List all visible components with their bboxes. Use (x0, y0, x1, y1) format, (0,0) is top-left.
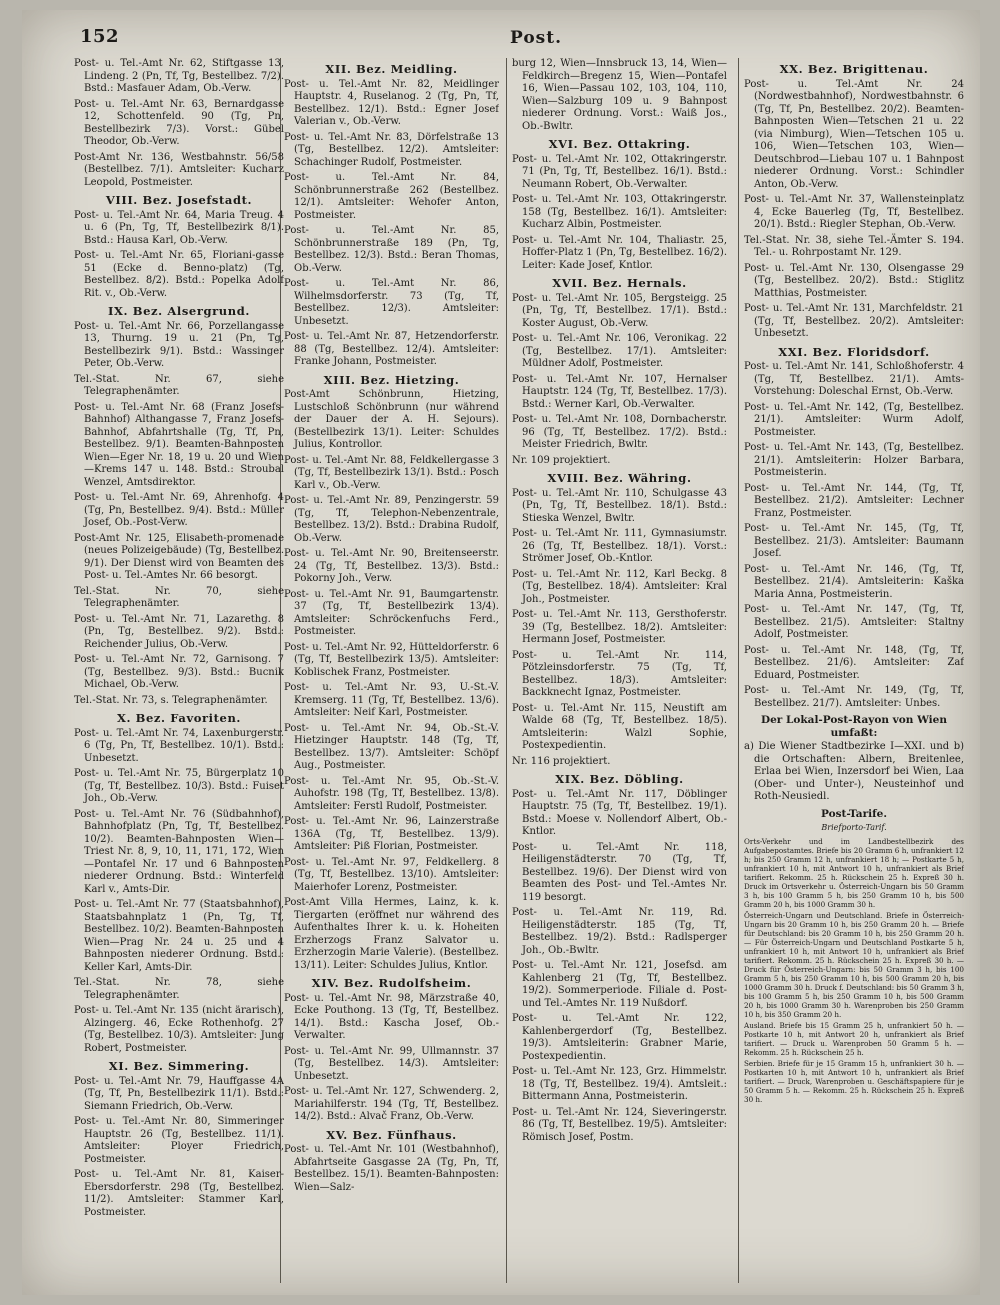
office-entry: Post- u. Tel.-Amt Nr. 71, Lazarethg. 8 (Pn, Tg, Bestellbez. 9/2). Bstd.: Reichender Julius, Ob.-Verw. (74, 613, 284, 650)
office-entry: Post- u. Tel.-Amt Nr. 112, Karl Beckg. 8 (Tg, Bestellbez. 18/4). Amtsleiter: Kral Joh., Postmeister. (512, 568, 727, 605)
running-title: Post. (510, 28, 563, 48)
office-entry: Post- u. Tel.-Amt Nr. 62, Stiftgasse 13, Lindeng. 2 (Pn, Tf, Tg, Bestellbez. 7/2). Bstd.: Masfauer Adam, Ob.-Verw. (74, 58, 284, 94)
office-entry: Post- u. Tel.-Amt Nr. 74, Laxenburgerstr. 6 (Tg, Pn, Tf, Bestellbez. 10/1). Bstd.: Unbesetzt. (74, 727, 284, 764)
office-entry: Post- u. Tel.-Amt Nr. 76 (Südbahnhof), Bahnhofplatz (Pn, Tg, Tf, Bestellbez. 10/2). Beamten-Bahnposten Wien—Triest Nr. 8, 9, 10, 11, 171, 172, Wien—Pontafel Nr. 17 und 6 Bahnposten niederer Ordnung. Bstd.: Winterfeld Karl v., Amts-Dir. (74, 808, 284, 895)
office-entry: Post- u. Tel.-Amt Nr. 68 (Franz Josefs-Bahnhof) Althangasse 7, Franz Josefs-Bahnhof, Abfahrtshalle (Tg, Tf, Pn, Bestellbez. 9/1). Beamten-Bahnposten Wien—Eger Nr. 18, 19 u. 20 und Wien—Krems 147 u. 148. Bstd.: Stroubal Wenzel, Amtsdirektor. (74, 401, 284, 488)
office-entry: Post- u. Tel.-Amt Nr. 130, Olsengasse 29 (Tg, Bestellbez. 20/2). Bstd.: Stiglitz Matthias, Postmeister. (744, 262, 964, 299)
office-entry: Post- u. Tel.-Amt Nr. 146, (Tg, Tf, Bestellbez. 21/4). Amtsleiterin: Kaška Maria Anna, Postmeisterin. (744, 563, 964, 600)
office-entry: a) Die Wiener Stadtbezirke I—XXI. und b) die Ortschaften: Albern, Breitenlee, Erlaa bei Wien, Inzersdorf bei Wien, Laa (Ober- und Unter-), Neusteinhof und Roth-Neusiedl. (744, 741, 964, 802)
district-heading: XIX. Bez. Döbling. (555, 772, 684, 786)
office-entry: Post- u. Tel.-Amt Nr. 98, Märzstraße 40, Ecke Pouthong. 13 (Tg, Tf, Bestellbez. 14/1). Bstd.: Kascha Josef, Ob.-Verwalter. (284, 992, 499, 1041)
district-heading: IX. Bez. Alsergrund. (108, 304, 250, 318)
office-entry: Post- u. Tel.-Amt Nr. 118, Heiligenstädterstr. 70 (Tg, Tf, Bestellbez. 19/6). Der Dienst wird von Beamten des Post- und Tel.-Amtes Nr. 119 besorgt. (512, 841, 727, 903)
office-entry: Post- u. Tel.-Amt Nr. 141, Schloßhoferstr. 4 (Tg, Tf, Bestellbez. 21/1). Amts-Vorstehung: Doleschal Ernst, Ob.-Verw. (744, 361, 964, 397)
office-entry: Tel.-Stat. Nr. 38, siehe Tel.-Ämter S. 194. Tel.- u. Rohrpostamt Nr. 129. (744, 234, 964, 258)
office-entry: Post- u. Tel.-Amt Nr. 123, Grz. Himmelstr. 18 (Tg, Tf, Bestellbez. 19/4). Amtsleit.: Bittermann Anna, Postmeisterin. (512, 1066, 727, 1102)
district-heading: XI. Bez. Simmering. (108, 1059, 250, 1073)
text-column-4 (744, 58, 964, 1286)
column-divider (506, 58, 507, 1283)
district-heading: XX. Bez. Brigittenau. (779, 62, 929, 76)
page-number: 152 (80, 26, 120, 47)
office-entry: burg 12, Wien—Innsbruck 13, 14, Wien—Feldkirch—Bregenz 15, Wien—Pontafel 16, Wien—Passau 102, 103, 104, 110, Wien—Salzburg 109 u. 9 Bahnpost niederer Ordnung. Vorst.: Waiß Jos., Ob.-Bwltr. (512, 58, 727, 132)
office-entry: Post-Amt Schönbrunn, Hietzing, Lustschloß Schönbrunn (nur während der Dauer der A. H. Sejours). (Bestellbezirk 13/1). Leiter: Schuldes Julius, Kontrollor. (284, 389, 499, 450)
office-entry: Post- u. Tel.-Amt Nr. 92, Hütteldorferstr. 6 (Tg, Tf, Bestellbezirk 13/5). Amtsleiter: Koblischek Franz, Postmeister. (284, 641, 499, 678)
office-entry: Nr. 116 projektiert. (512, 755, 611, 767)
office-entry: Post- u. Tel.-Amt Nr. 81, Kaiser-Ebersdorferstr. 298 (Tg, Bestellbez. 11/2). Amtsleiter: Stammer Karl, Postmeister. (74, 1169, 284, 1218)
office-entry: Post-Amt Nr. 136, Westbahnstr. 56/58 (Bestellbez. 7/1). Amtsleiter: Kucharz Leopold, Postmeister. (74, 151, 284, 188)
district-heading: XV. Bez. Fünfhaus. (326, 1127, 457, 1142)
office-entry: Post- u. Tel.-Amt Nr. 121, Josefsd. am Kahlenberg 21 (Tg, Tf, Bestellbez. 19/2). Sommerperiode. Filiale d. Post- und Tel.-Amtes Nr. 119 Nußdorf. (512, 960, 727, 1009)
office-entry: Post- u. Tel.-Amt Nr. 24 (Nordwestbahnhof), Nordwestbahnstr. 6 (Tg, Tf, Pn, Bestellbez. 20/2). Beamten-Bahnposten Wien—Tetschen 21 u. 22 (via Nimburg), Wien—Tetschen 105 u. 106, Wien—Tetschen 103, Wien—Deutschbrod—Liebau 107 u. 1 Bahnpost niederer Ordnung. Vorst.: Schindler Anton, Ob.-Verw. (744, 78, 964, 190)
district-heading: VIII. Bez. Josefstadt. (105, 193, 253, 207)
office-entry: Post- u. Tel.-Amt Nr. 82, Meidlinger Hauptstr. 4, Ruselanog. 2 (Tg, Pn, Tf, Bestellbez. 12/1). Bstd.: Egner Josef Valerian v., Ob.-Verw. (284, 78, 499, 127)
office-entry: Tel.-Stat. Nr. 73, s. Telegraphenämter. (74, 694, 268, 706)
office-entry: Post- u. Tel.-Amt Nr. 142, (Tg, Bestellbez. 21/1). Amtsleiter: Wurm Adolf, Postmeister. (744, 401, 964, 438)
office-entry: Post- u. Tel.-Amt Nr. 119, Rd. Heiligenstädterstr. 185 (Tg, Tf, Bestellbez. 19/2). Bstd.: Radlsperger Joh., Ob.-Bwltr. (512, 907, 727, 956)
office-entry: Post- u. Tel.-Amt Nr. 106, Veronikag. 22 (Tg, Bestellbez. 17/1). Amtsleiter: Müldner Adolf, Postmeister. (512, 333, 727, 369)
office-entry: Post- u. Tel.-Amt Nr. 124, Sieveringerstr. 86 (Tg, Tf, Bestellbez. 19/5). Amtsleiter: Römisch Josef, Postm. (512, 1106, 727, 1143)
office-entry: Post- u. Tel.-Amt Nr. 64, Maria Treug. 4 u. 6 (Pn, Tg, Tf, Bestellbezirk 8/1). Bstd.: Hausa Karl, Ob.-Verw. (74, 209, 284, 246)
district-heading: XVIII. Bez. Währing. (547, 471, 692, 485)
office-entry: Post- u. Tel.-Amt Nr. 69, Ahrenhofg. 4 (Tg, Pn, Bestellbez. 9/4). Bstd.: Müller Josef, Ob.-Post-Verw. (74, 492, 284, 528)
office-entry: Post- u. Tel.-Amt Nr. 101 (Westbahnhof), Abfahrtseite Gasgasse 2A (Tg, Pn, Tf, Bestellbez. 15/1). Beamten-Bahnposten: Wien—Salz- (284, 1144, 499, 1193)
minor-heading: Briefporto-Tarif. (821, 823, 887, 832)
office-entry: Post- u. Tel.-Amt Nr. 37, Wallensteinplatz 4, Ecke Bauerleg (Tg, Tf, Bestellbez. 20/1). Bstd.: Riegler Stephan, Ob.-Verw. (744, 194, 964, 230)
office-entry: Post- u. Tel.-Amt Nr. 113, Gersthoferstr. 39 (Tg, Bestellbez. 18/2). Amtsleiter: Hermann Josef, Postmeister. (512, 609, 727, 645)
office-entry: Post- u. Tel.-Amt Nr. 85, Schönbrunnerstraße 189 (Pn, Tg, Bestellbez. 12/3). Bstd.: Beran Thomas, Ob.-Verw. (284, 225, 499, 274)
office-entry: Post- u. Tel.-Amt Nr. 89, Penzingerstr. 59 (Tg, Tf, Telephon-Nebenzentrale, Bestellbez. 13/2). Bstd.: Drabina Rudolf, Ob.-Verw. (284, 495, 499, 544)
office-entry: Post- u. Tel.-Amt Nr. 90, Breitenseerstr. 24 (Tg, Tf, Bestellbez. 13/3). Bstd.: Pokorny Joh., Verw. (284, 548, 499, 584)
text-column-3 (512, 58, 727, 1286)
page-header (22, 10, 980, 50)
district-heading: XIII. Bez. Hietzing. (323, 372, 460, 387)
office-entry: Post- u. Tel.-Amt Nr. 72, Garnisong. 7 (Tg, Bestellbez. 9/3). Bstd.: Bucnik Michael, Ob.-Verw. (74, 654, 284, 690)
office-entry: Post- u. Tel.-Amt Nr. 96, Lainzerstraße 136A (Tg, Tf, Bestellbez. 13/9). Amtsleiter: Piß Florian, Postmeister. (284, 816, 499, 852)
office-entry: Post- u. Tel.-Amt Nr. 148, (Tg, Tf, Bestellbez. 21/6). Amtsleiter: Zaf Eduard, Postmeister. (744, 644, 964, 681)
tariff-paragraph: Österreich-Ungarn und Deutschland. Briefe in Österreich-Ungarn bis 20 Gramm 10 h, bis 250 Gramm 20 h. — Briefe für Deutschland: bis 20 Gramm 10 h, bis 250 Gramm 20 h. — Für Österreich-Ungarn und Deutschland Postkarte 5 h, unfrankiert 10 h, mit Antwort 10 h, unfrankiert als Brief tarifiert. Rekomm. 25 h. Rückschein 25 h. Expreß 30 h. — Druck für Österreich-Ungarn: bis 50 Gramm 3 h, bis 100 Gramm 5 h, bis 250 Gramm 10 h, bis 500 Gramm 20 h, bis 1000 Gramm 30 h. Druck f. Deutschland: bis 50 Gramm 3 h, bis 100 Gramm 5 h, bis 250 Gramm 10 h, bis 500 Gramm 20 h, bis 1000 Gramm 30 h. Warenproben bis 250 Gramm 10 h, bis 350 Gramm 20 h. (744, 910, 964, 1019)
office-entry: Post- u. Tel.-Amt Nr. 80, Simmeringer Hauptstr. 26 (Tg, Bestellbez. 11/1). Amtsleiter: Ployer Friedrich, Postmeister. (74, 1116, 284, 1165)
office-entry: Post- u. Tel.-Amt Nr. 79, Hauffgasse 4A (Tg, Tf, Pn, Bestellbezirk 11/1). Bstd.: Siemann Friedrich, Ob.-Verw. (74, 1075, 284, 1112)
office-entry: Post- u. Tel.-Amt Nr. 99, Ullmannstr. 37 (Tg, Bestellbez. 14/3). Amtsleiter: Unbesetzt. (284, 1045, 499, 1082)
office-entry: Tel.-Stat. Nr. 78, siehe Telegraphenämter. (74, 977, 284, 1001)
district-heading: XVII. Bez. Hernals. (552, 276, 687, 290)
office-entry: Post- u. Tel.-Amt Nr. 77 (Staatsbahnhof), Staatsbahnplatz 1 (Pn, Tg, Tf, Bestellbez. 10/2). Beamten-Bahnposten Wien—Prag Nr. 24 u. 25 und 4 Bahnposten niederer Ordnung. Bstd.: Keller Karl, Amts-Dir. (74, 899, 284, 973)
office-entry: Post- u. Tel.-Amt Nr. 84, Schönbrunnerstraße 262 (Bestellbez. 12/1). Amtsleiter: Wehofer Anton, Postmeister. (284, 172, 499, 221)
office-entry: Post- u. Tel.-Amt Nr. 105, Bergsteigg. 25 (Pn, Tg, Tf, Bestellbez. 17/1). Bstd.: Koster August, Ob.-Verw. (512, 292, 727, 329)
office-entry: Post- u. Tel.-Amt Nr. 95, Ob.-St.-V. Auhofstr. 198 (Tg, Tf, Bestellbez. 13/8). Amtsleiter: Ferstl Rudolf, Postmeister. (284, 775, 499, 812)
office-entry: Post- u. Tel.-Amt Nr. 93, U.-St.-V. Kremserg. 11 (Tg, Tf, Bestellbez. 13/6). Amtsleiter: Neif Karl, Postmeister. (284, 682, 499, 718)
office-entry: Nr. 109 projektiert. (512, 454, 611, 466)
office-entry: Post- u. Tel.-Amt Nr. 75, Bürgerplatz 10 (Tg, Tf, Bestellbez. 10/3). Bstd.: Fuiset Joh., Ob.-Verw. (74, 768, 284, 804)
office-entry: Post- u. Tel.-Amt Nr. 107, Hernalser Hauptstr. 124 (Tg, Tf, Bestellbez. 17/3). Bstd.: Werner Karl, Ob.-Verwalter. (512, 373, 727, 410)
office-entry: Post- u. Tel.-Amt Nr. 144, (Tg, Tf, Bestellbez. 21/2). Amtsleiter: Lechner Franz, Postmeister. (744, 482, 964, 519)
office-entry: Post- u. Tel.-Amt Nr. 108, Dornbacherstr. 96 (Tg, Tf, Bestellbez. 17/2). Bstd.: Meister Friedrich, Bwltr. (512, 414, 727, 450)
office-entry: Post- u. Tel.-Amt Nr. 102, Ottakringerstr. 71 (Pn, Tg, Tf, Bestellbez. 16/1). Bstd.: Neumann Robert, Ob.-Verwalter. (512, 153, 727, 190)
office-entry: Post-Amt Nr. 125, Elisabeth-promenade (neues Polizeigebäude) (Tg, Bestellbez. 9/1). Der Dienst wird von Beamten des Post- u. Tel.-Amtes Nr. 66 besorgt. (74, 532, 284, 581)
office-entry: Post- u. Tel.-Amt Nr. 131, Marchfeldstr. 21 (Tg, Tf, Bestellbez. 20/2). Amtsleiter: Unbesetzt. (744, 303, 964, 339)
office-entry: Tel.-Stat. Nr. 67, siehe Telegraphenämter. (74, 373, 284, 397)
subheading: Der Lokal-Post-Rayon von Wien umfaßt: (761, 714, 947, 739)
district-heading: XVI. Bez. Ottakring. (548, 137, 691, 151)
district-heading: XXI. Bez. Floridsdorf. (778, 344, 930, 359)
district-heading: XIV. Bez. Rudolfsheim. (311, 976, 472, 990)
district-heading: X. Bez. Favoriten. (116, 711, 242, 725)
tariff-paragraph: Orts-Verkehr und im Landbestellbezirk des Aufgabepostamtes. Briefe bis 20 Gramm 6 h, unfrankiert 12 h; bis 250 Gramm 12 h, unfrankiert 18 h; — Postkarte 5 h, unfrankiert 10 h, mit Antwort 10 h, unfrankiert als Brief tarifiert. Rekomm. 25 h. Rückschein 25 h. Expreß 30 h. Druck im Ortsverkehr u. Österreich-Ungarn bis 50 Gramm 3 h, bis 100 Gramm 5 h, bis 250 Gramm 10 h, bis 500 Gramm 20 h, bis 1000 Gramm 30 h. (744, 836, 964, 909)
office-entry: Tel.-Stat. Nr. 70, siehe Telegraphenämter. (74, 585, 284, 609)
tariff-paragraph: Ausland. Briefe bis 15 Gramm 25 h, unfrankiert 50 h. — Postkarte 10 h, mit Antwort 20 h, unfrankiert als Brief tarifiert. — Druck u. Warenproben 50 Gramm 5 h. — Rekomm. 25 h. Rückschein 25 h. (744, 1020, 964, 1057)
office-entry: Post- u. Tel.-Amt Nr. 135 (nicht ärarisch), Alzingerg. 46, Ecke Rothenhofg. 27 (Tg, Bestellbez. 10/3). Amtsleiter: Jung Robert, Postmeister. (74, 1005, 284, 1054)
office-entry: Post-Amt Villa Hermes, Lainz, k. k. Tiergarten (eröffnet nur während des Aufenthaltes Ihrer k. u. k. Hoheiten Erzherzogs Franz Salvator u. Erzherzogin Marie Valerie). (Bestellbez. 13/11). Leiter: Schuldes Julius, Kntlor. (284, 897, 499, 971)
office-entry: Post- u. Tel.-Amt Nr. 147, (Tg, Tf, Bestellbez. 21/5). Amtsleiter: Staltny Adolf, Postmeister. (744, 604, 964, 640)
text-column-2 (284, 58, 499, 1286)
subheading: Post-Tarife. (821, 807, 887, 820)
office-entry: Post- u. Tel.-Amt Nr. 117, Döblinger Hauptstr. 75 (Tg, Tf, Bestellbez. 19/1). Bstd.: Moese v. Nollendorf Albert, Ob.-Kntlor. (512, 788, 727, 837)
office-entry: Post- u. Tel.-Amt Nr. 63, Bernardgasse 12, Schottenfeld. 90 (Tg, Pn, Bestellbezirk 7/3). Vorst.: Gübel Theodor, Ob.-Verw. (74, 98, 284, 147)
district-heading: XII. Bez. Meidling. (325, 62, 458, 76)
office-entry: Post- u. Tel.-Amt Nr. 114, Pötzleinsdorferstr. 75 (Tg, Tf, Bestellbez. 18/3). Amtsleiter: Backknecht Ignaz, Postmeister. (512, 649, 727, 698)
office-entry: Post- u. Tel.-Amt Nr. 88, Feldkellergasse 3 (Tg, Tf, Bestellbezirk 13/1). Bstd.: Posch Karl v., Ob.-Verw. (284, 454, 499, 491)
office-entry: Post- u. Tel.-Amt Nr. 86, Wilhelmsdorferstr. 73 (Tg, Tf, Bestellbez. 12/3). Amtsleiter: Unbesetzt. (284, 278, 499, 327)
office-entry: Post- u. Tel.-Amt Nr. 65, Floriani-gasse 51 (Ecke d. Benno-platz) (Tg, Bestellbez. 8/2). Bstd.: Popelka Adolf Rit. v., Ob.-Verw. (74, 250, 284, 299)
book-page (22, 10, 980, 1295)
office-entry: Post- u. Tel.-Amt Nr. 127, Schwenderg. 2, Mariahilferstr. 194 (Tg, Tf, Bestellbez. 14/2). Bstd.: Alvač Franz, Ob.-Verw. (284, 1086, 499, 1122)
office-entry: Post- u. Tel.-Amt Nr. 103, Ottakringerstr. 158 (Tg, Bestellbez. 16/1). Amtsleiter: Kucharz Albin, Postmeister. (512, 194, 727, 230)
office-entry: Post- u. Tel.-Amt Nr. 110, Schulgasse 43 (Pn, Tg, Tf, Bestellbez. 18/1). Bstd.: Stieska Wenzel, Bwltr. (512, 487, 727, 524)
office-entry: Post- u. Tel.-Amt Nr. 91, Baumgartenstr. 37 (Tg, Tf, Bestellbezirk 13/4). Amtsleiter: Schröckenfuchs Ferd., Postmeister. (284, 588, 499, 637)
office-entry: Post- u. Tel.-Amt Nr. 87, Hetzendorferstr. 88 (Tg, Bestellbez. 12/4). Amtsleiter: Franke Johann, Postmeister. (284, 331, 499, 367)
office-entry: Post- u. Tel.-Amt Nr. 122, Kahlenbergerdorf (Tg, Bestellbez. 19/3). Amtsleiterin: Grabner Marie, Postexpedientin. (512, 1013, 727, 1062)
office-entry: Post- u. Tel.-Amt Nr. 143, (Tg, Bestellbez. 21/1). Amtsleiterin: Holzer Barbara, Postmeisterin. (744, 442, 964, 478)
office-entry: Post- u. Tel.-Amt Nr. 66, Porzellangasse 13, Thurng. 19 u. 21 (Pn, Tg, Bestellbezirk 9/1). Bstd.: Wassinger Peter, Ob.-Verw. (74, 320, 284, 369)
office-entry: Post- u. Tel.-Amt Nr. 149, (Tg, Tf, Bestellbez. 21/7). Amtsleiter: Unbes. (744, 685, 964, 709)
office-entry: Post- u. Tel.-Amt Nr. 145, (Tg, Tf, Bestellbez. 21/3). Amtsleiter: Baumann Josef. (744, 523, 964, 559)
office-entry: Post- u. Tel.-Amt Nr. 111, Gymnasiumstr. 26 (Tg, Tf, Bestellbez. 18/1). Vorst.: Strömer Josef, Ob.-Kntlor. (512, 528, 727, 564)
office-entry: Post- u. Tel.-Amt Nr. 97, Feldkellerg. 8 (Tg, Tf, Bestellbez. 13/10). Amtsleiter: Maierhofer Lorenz, Postmeister. (284, 856, 499, 893)
office-entry: Post- u. Tel.-Amt Nr. 83, Dörfelstraße 13 (Tg, Bestellbez. 12/2). Amtsleiter: Schachinger Rudolf, Postmeister. (284, 131, 499, 168)
text-column-1 (74, 58, 284, 1286)
office-entry: Post- u. Tel.-Amt Nr. 94, Ob.-St.-V. Hietzinger Hauptstr. 148 (Tg, Tf, Bestellbez. 13/7). Amtsleiter: Schöpf Aug., Postmeister. (284, 722, 499, 771)
tariff-paragraph: Serbien. Briefe für je 15 Gramm 15 h, unfrankiert 30 h. — Postkarten 10 h, mit Antwort 10 h, unfrankiert als Brief tarifiert. — Druck, Warenproben u. Geschäftspapiere für je 50 Gramm 5 h. — Rekomm. 25 h. Rückschein 25 h. Expreß 30 h. (744, 1058, 964, 1104)
column-divider (738, 58, 739, 1283)
office-entry: Post- u. Tel.-Amt Nr. 104, Thaliastr. 25, Hoffer-Platz 1 (Pn, Tg, Bestellbez. 16/2). Leiter: Kade Josef, Kntlor. (512, 234, 727, 271)
office-entry: Post- u. Tel.-Amt Nr. 115, Neustift am Walde 68 (Tg, Tf, Bestellbez. 18/5). Amtsleiterin: Walzl Sophie, Postexpedientin. (512, 702, 727, 751)
